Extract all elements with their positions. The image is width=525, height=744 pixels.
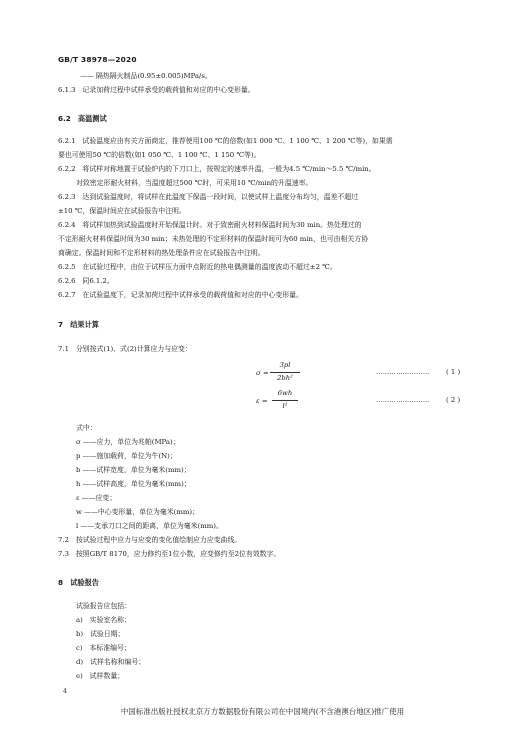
section-heading-8: 8 试验报告 [58, 578, 99, 587]
def-sigma: σ ——应力，单位为兆帕(MPa)； [76, 438, 180, 446]
def-epsilon: ε ——应变； [76, 494, 117, 502]
eq2-leader-dots: …………………… [376, 396, 430, 404]
clause-6-2-3-cont: ±10 ℃，保温时间应在试验报告中注明。 [58, 207, 186, 215]
clause-6-2-4: 6.2.4 将试样加热到试验温度时开始保温计时。对于致密耐火材料保温时间为30 min。热处理过的 [58, 221, 362, 229]
clause-6-2-7: 6.2.7 在试验温度下，记录加荷过程中试样承受的载荷值和对应的中心变形量。 [58, 291, 303, 299]
def-l: l ——支承刀口之间的距离，单位为毫米(mm)。 [76, 522, 223, 530]
clause-6-2-2: 6.2.2 将试样对称地置于试验炉内的下刀口上，按规定的速率升温，一般为4.5 ℃/min～5.5 ℃/min。 [58, 165, 376, 173]
report-item-a: a) 实验室名称； [76, 616, 132, 624]
clause-6-2-4-cont1: 不定形耐火材料保温时间为30 min；未热处理的不定形材料的保温时间可为60 min，也可由相关方协 [58, 235, 369, 243]
eq2-denominator: l² [282, 402, 288, 410]
clause-6-2-6: 6.2.6 同6.1.2。 [58, 277, 114, 285]
eq2-tag: ( 2 ) [446, 396, 461, 404]
def-p: p ——施加载荷，单位为牛(N)； [76, 452, 177, 460]
section-heading-7: 7 结果计算 [58, 320, 99, 329]
clause-6-1-3: 6.1.3 记录加荷过程中试样承受的载荷值和对应的中心变形量。 [58, 86, 255, 94]
report-item-d: d) 试样名称和编号； [76, 658, 146, 666]
def-w: w ——中心变形量，单位为毫米(mm)； [76, 508, 200, 516]
report-intro: 试验报告应包括： [76, 602, 132, 610]
clause-6-2-3: 6.2.3 达到试验温度时，将试样在此温度下保温一段时间，以使试样上温度分布均匀，温差不超过 [58, 193, 359, 201]
eq1-numerator: 3pl [279, 361, 291, 369]
eq1-fraction-bar [270, 372, 300, 373]
def-h: h ——试样高度，单位为毫米(mm)； [76, 480, 191, 488]
clause-6-2-5: 6.2.5 在试验过程中，由位于试样压力面中点附近的热电偶测量的温度波动不超过±2 ℃。 [58, 263, 337, 271]
report-item-e: e) 试样数量； [76, 672, 125, 680]
eq1-tag: ( 1 ) [446, 368, 461, 376]
clause-7-2: 7.2 按试验过程中应力与应变的变化值绘制应力应变曲线。 [58, 536, 242, 544]
def-b: b ——试样宽度，单位为毫米(mm)； [76, 466, 191, 474]
footer-notice: 中国标准出版社授权北京万方数据股份有限公司在中国境内(不含港澳台地区)推广使用 [120, 707, 405, 716]
clause-7-3: 7.3 按照GB/T 8170，应力修约至1位小数，应变修约至2位有效数字。 [58, 550, 281, 558]
clause-6-2-1-cont: 要也可使用50 ℃的倍数(如1 050 ℃、1 100 ℃、1 150 ℃等)。 [58, 151, 261, 159]
clause-6-2-2-cont: 对致密定形耐火材料，当温度超过500 ℃时，可采用10 ℃/min的升温速率。 [76, 179, 313, 187]
text-line: —— 隔热隔火制品(0.95±0.005)MPa/s。 [80, 72, 212, 80]
eq2-numerator: 6wh [277, 389, 293, 397]
page-number: 4 [63, 688, 67, 695]
where-label: 式中： [76, 424, 97, 432]
report-item-c: c) 本标准编号； [76, 644, 131, 652]
eq1-leader-dots: …………………… [376, 368, 430, 376]
eq1-denominator: 2bh² [277, 374, 293, 382]
eq2-fraction-bar [272, 400, 298, 401]
clause-6-2-4-cont2: 商确定。保温时间和不定形材料的热处理条件应在试验报告中注明。 [58, 249, 265, 257]
clause-6-2-1: 6.2.1 试验温度应由有关方面商定，推荐使用100 ℃的倍数(如1 000 ℃、1 100 ℃、1 200 ℃等)，如果需 [58, 137, 393, 145]
report-item-b: b) 试验日期； [76, 630, 125, 638]
clause-7-1: 7.1 分别按式(1)、式(2)计算应力与应变： [58, 345, 192, 353]
standard-header: GB/T 38978—2020 [58, 55, 137, 64]
eq2-lhs: ε = [256, 397, 268, 405]
section-heading-6-2: 6.2 高温测试 [58, 114, 107, 123]
eq1-lhs: σ = [256, 369, 269, 377]
